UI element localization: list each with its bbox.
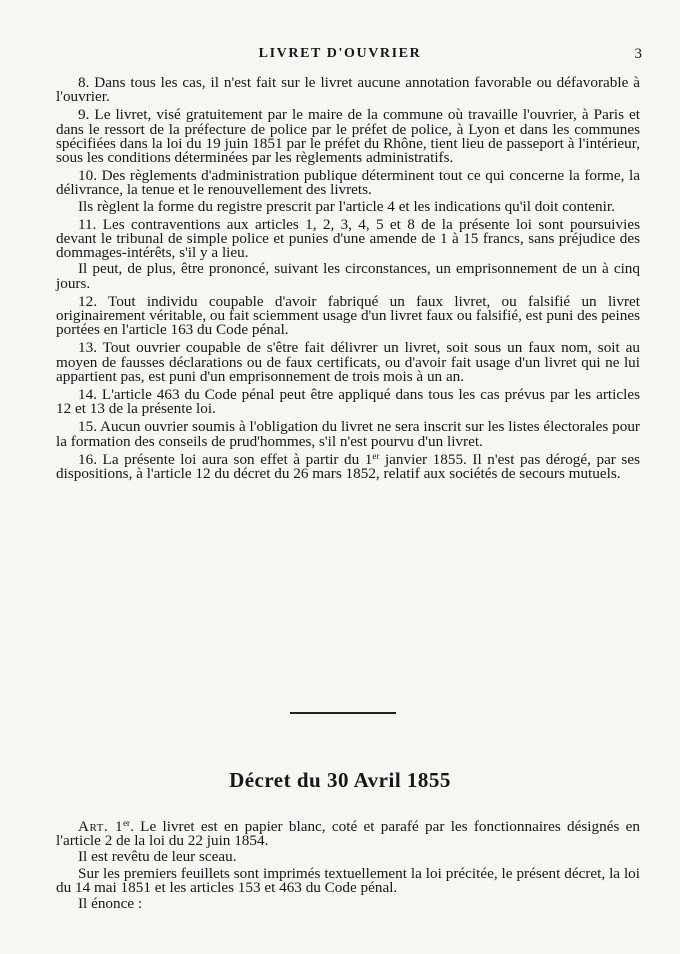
decree-paragraph: Il est revêtu de leur sceau. xyxy=(78,848,237,866)
article-11: 11. Les contraventions aux articles 1, 2, 3, 4, 5 et 8 de la présente loi sont poursuivies devant le tribunal de simple police et punies d'une amende de 1 à 15 francs, sans préjudice des dommages-intérêts, s'il y a lieu. xyxy=(56,215,640,262)
running-header xyxy=(0,46,680,66)
article-11-continued: Il peut, de plus, être prononcé, suivant les circonstances, un emprisonnement de un à cinq jours. xyxy=(56,260,640,292)
decree-article-1-text: . Le livret est en papier blanc, coté et parafé par les fonctionnaires désignés en l'article 2 de la loi du 22 juin 1854. xyxy=(56,818,640,850)
decree-article-1 xyxy=(56,820,640,848)
article-15: 15. Aucun ouvrier soumis à l'obligation du livret ne sera inscrit sur les listes électorales pour la formation des conseils de prud'hommes, s'il n'est pourvu d'un livret. xyxy=(56,418,640,450)
decree-paragraph: Sur les premiers feuillets sont imprimés textuellement la loi précitée, le présent décret, la loi du 14 mai 1851 et les articles 153 et 463 du Code pénal. xyxy=(56,864,640,896)
decree-title: Décret du 30 Avril 1855 xyxy=(229,768,451,792)
section-divider xyxy=(290,712,396,714)
article-10-continued: Ils règlent la forme du registre prescrit par l'article 4 et les indications qu'il doit contenir. xyxy=(78,197,615,215)
article-8: 8. Dans tous les cas, il n'est fait sur le livret aucune annotation favorable ou défavorable à l'ouvrier. xyxy=(56,74,640,106)
article-16-end: janvier 1855. Il n'est pas dérogé, par ses dispositions, à l'article 12 du décret du 26 mars 1852, relatif aux sociétés de secours mutuels. xyxy=(56,450,640,483)
article-10: 10. Des règlements d'administration publique déterminent tout ce qui concerne la forme, la délivrance, la tenue et le renouvellement des livrets. xyxy=(56,167,640,199)
page-number: 3 xyxy=(634,46,642,62)
article-12: 12. Tout individu coupable d'avoir fabriqué un faux livret, ou falsifié un livret originairement véritable, ou fait sciemment usage d'un livret faux ou falsifié, est puni des peines portées en l'article 163 du Code pénal. xyxy=(56,292,640,339)
running-title: LIVRET D'OUVRIER xyxy=(258,46,422,61)
law-articles xyxy=(56,76,640,483)
article-16 xyxy=(56,450,640,483)
article-14: 14. L'article 463 du Code pénal peut être appliqué dans tous les cas prévus par les articles 12 et 13 de la présente loi. xyxy=(56,386,640,418)
article-16-start: 16. La présente loi aura son effet à partir du 1 xyxy=(78,450,373,468)
decree-paragraph: Il énonce : xyxy=(78,895,143,913)
ordinal-superscript: er xyxy=(372,450,380,461)
article-label: Art. 1 xyxy=(78,818,124,835)
decree-text xyxy=(56,820,640,913)
article-9: 9. Le livret, visé gratuitement par le maire de la commune où travaille l'ouvrier, à Paris et dans le ressort de la préfecture de police par le préfet de police, à Lyon et dans les communes spécifiées dans la loi du 19 juin 1851 par le préfet du Rhône, tient lieu de passeport à l'intérieur, sous les conditions déterminées par les règlements administratifs. xyxy=(56,106,640,167)
article-13: 13. Tout ouvrier coupable de s'être fait délivrer un livret, soit sous un faux nom, soit au moyen de fausses déclarations ou de faux certificats, ou d'avoir fait usage d'un livret qui ne lui appartient pas, est puni d'un emprisonnement de trois mois à un an. xyxy=(56,339,640,385)
ordinal-superscript: er xyxy=(123,818,131,828)
